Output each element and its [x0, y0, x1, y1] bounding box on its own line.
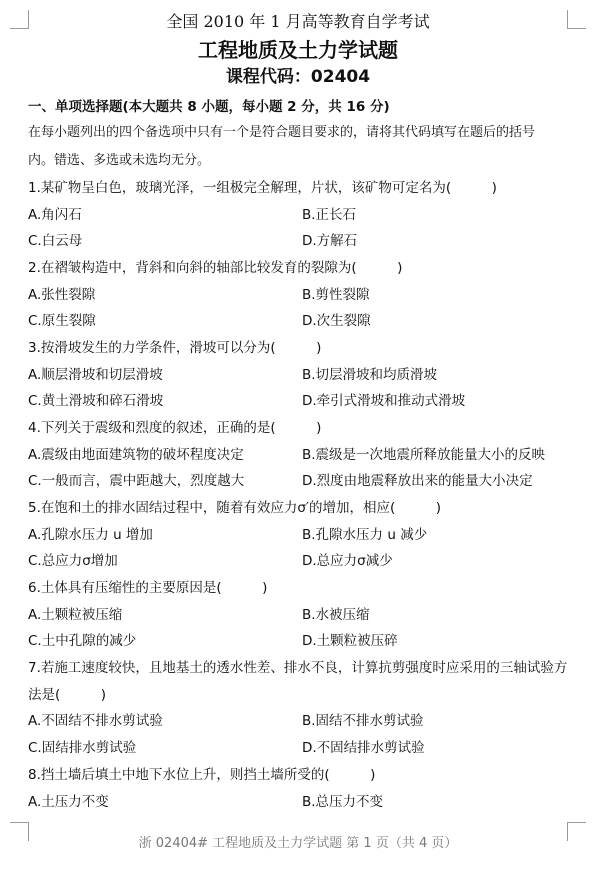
page-title: 工程地质及土力学试题 — [198, 38, 398, 62]
question-8-option-b: B.总压力不变 — [302, 794, 384, 810]
question-3-stem: 3.按滑坡发生的力学条件，滑坡可以分为( ) — [28, 340, 322, 356]
question-8-stem: 8.挡土墙后填土中地下水位上升，则挡土墙所受的( ) — [28, 767, 376, 783]
question-3-option-b: B.切层滑坡和均质滑坡 — [302, 367, 438, 383]
question-4-stem: 4.下列关于震级和烈度的叙述，正确的是( ) — [28, 420, 322, 436]
question-4-option-b: B.震级是一次地震所释放能量大小的反映 — [302, 447, 546, 463]
question-6-option-a: A.土颗粒被压缩 — [28, 607, 123, 623]
question-8-option-a: A.土压力不变 — [28, 794, 109, 810]
question-5-option-c: C.总应力σ增加 — [28, 553, 118, 569]
question-5-option-b: B.孔隙水压力 u 减少 — [302, 527, 428, 543]
instruction-line-1: 在每小题列出的四个备选项中只有一个是符合题目要求的，请将其代码填写在题后的括号 — [28, 125, 536, 140]
question-5-option-a: A.孔隙水压力 u 增加 — [28, 527, 153, 543]
question-1-option-d: D.方解石 — [302, 233, 358, 249]
question-1-option-b: B.正长石 — [302, 207, 357, 223]
question-6-stem: 6.土体具有压缩性的主要原因是( ) — [28, 580, 268, 596]
instruction-line-2: 内。错选、多选或未选均无分。 — [28, 153, 211, 168]
question-3-option-d: D.牵引式滑坡和推动式滑坡 — [302, 393, 466, 409]
course-code: 课程代码：02404 — [225, 67, 371, 87]
exam-session-line: 全国 2010 年 1 月高等教育自学考试 — [166, 12, 430, 31]
question-6-option-c: C.土中孔隙的减少 — [28, 633, 137, 649]
question-3-option-c: C.黄土滑坡和碎石滑坡 — [28, 393, 164, 409]
question-7-option-c: C.固结排水剪试验 — [28, 740, 137, 756]
question-2-stem: 2.在褶皱构造中，背斜和向斜的轴部比较发育的裂隙为( ) — [28, 260, 403, 276]
question-4-option-d: D.烈度由地震释放出来的能量大小决定 — [302, 473, 533, 489]
page-footer: 浙 02404# 工程地质及土力学试题 第 1 页（共 4 页） — [138, 836, 458, 851]
question-7-option-b: B.固结不排水剪试验 — [302, 713, 424, 729]
question-2-option-d: D.次生裂隙 — [302, 313, 371, 329]
question-2-option-b: B.剪性裂隙 — [302, 287, 370, 303]
question-4-option-a: A.震级由地面建筑物的破坏程度决定 — [28, 447, 244, 463]
question-1-option-a: A.角闪石 — [28, 207, 82, 223]
question-7-stem: 7.若施工速度较快，且地基土的透水性差、排水不良，计算抗剪强度时应采用的三轴试验方 — [28, 660, 568, 676]
question-7-option-a: A.不固结不排水剪试验 — [28, 713, 163, 729]
question-5-stem: 5.在饱和土的排水固结过程中，随着有效应力σ′的增加，相应( ) — [28, 500, 442, 516]
question-7-option-d: D.不固结排水剪试验 — [302, 740, 425, 756]
question-6-option-b: B.水被压缩 — [302, 607, 370, 623]
question-4-option-c: C.一般而言，震中距越大，烈度越大 — [28, 473, 245, 489]
question-5-option-d: D.总应力σ减少 — [302, 553, 393, 569]
section-heading: 一、单项选择题(本大题共 8 小题，每小题 2 分，共 16 分) — [28, 99, 390, 115]
question-7-stem-continued: 法是( ) — [28, 687, 107, 703]
question-2-option-c: C.原生裂隙 — [28, 313, 96, 329]
question-3-option-a: A.顺层滑坡和切层滑坡 — [28, 367, 163, 383]
question-2-option-a: A.张性裂隙 — [28, 287, 96, 303]
question-6-option-d: D.土颗粒被压碎 — [302, 633, 398, 649]
question-1-option-c: C.白云母 — [28, 233, 83, 249]
question-1-stem: 1.某矿物呈白色，玻璃光泽，一组极完全解理，片状，该矿物可定名为( ) — [28, 180, 497, 196]
